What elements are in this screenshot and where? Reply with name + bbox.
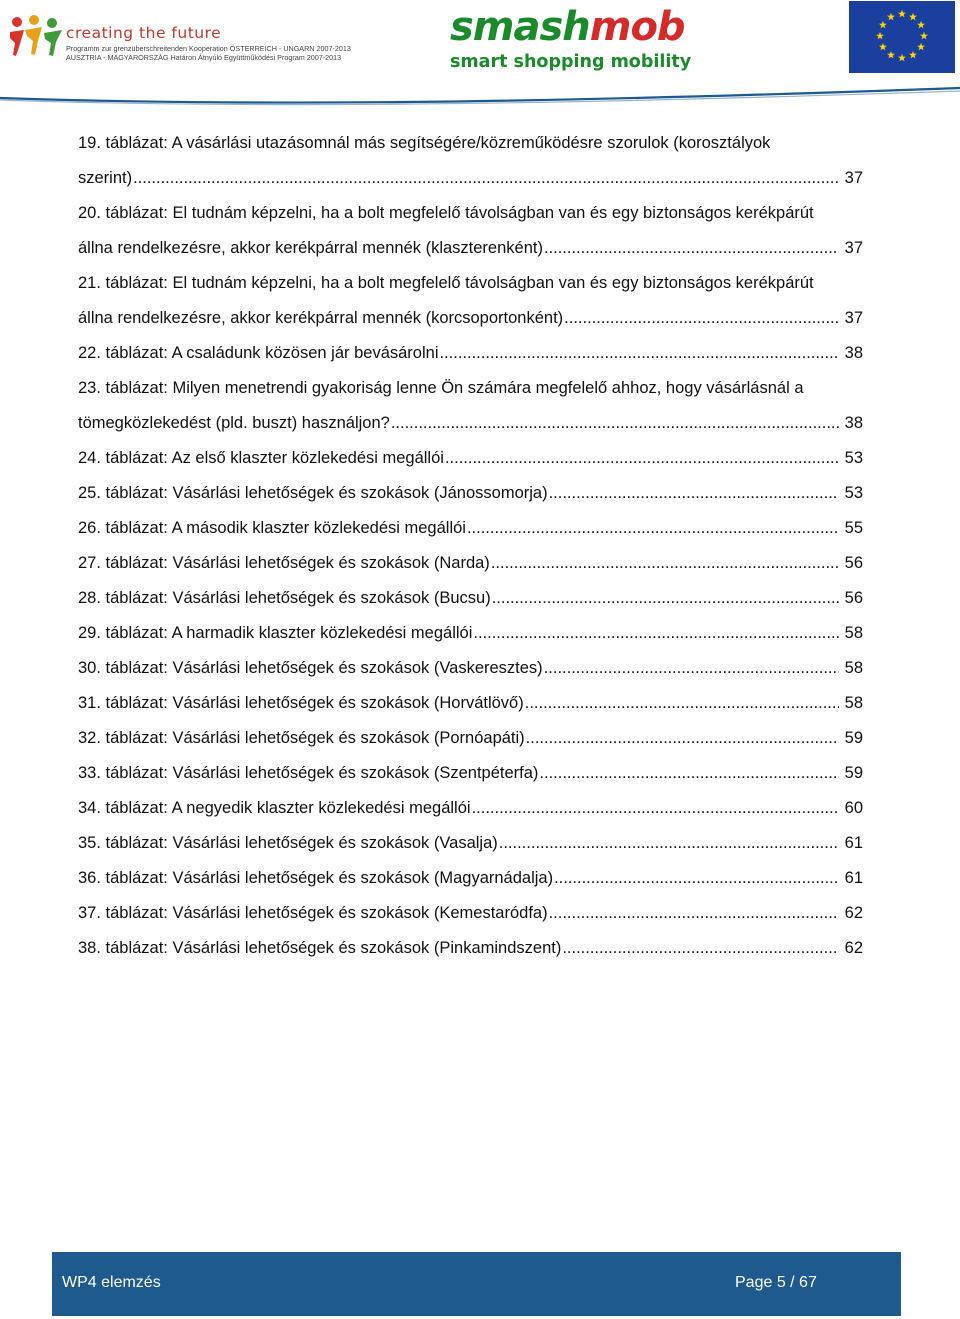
toc-page-number: 58 [844, 694, 863, 712]
page-header [0, 0, 960, 108]
toc-entry-text: 21. táblázat: El tudnám képzelni, ha a bolt megfelelő távolságban van és egy biztonságos kerékpárút [78, 274, 814, 292]
toc-entry[interactable] [78, 861, 863, 896]
toc-entry-text: 23. táblázat: Milyen menetrendi gyakoriság lenne Ön számára megfelelő ahhoz, hogy vásárlásnál a [78, 379, 804, 397]
toc-entry-text: 25. táblázat: Vásárlási lehetőségek és szokások (Jánossomorja) [78, 484, 548, 502]
toc-entry-text: 22. táblázat: A családunk közösen jár bevásárolni [78, 344, 439, 362]
toc-entry-line [78, 476, 863, 511]
ctf-subtitle-line-2: AUSZTRIA - MAGYARORSZÁG Határon Átnyúló Együttműködési Program 2007-2013 [66, 53, 342, 62]
page-footer [52, 1252, 901, 1316]
toc-entry-text: 20. táblázat: El tudnám képzelni, ha a bolt megfelelő távolságban van és egy biztonságos kerékpárút [78, 204, 814, 222]
mob-word: mob [589, 4, 685, 50]
toc-page-number: 53 [844, 449, 863, 467]
ctf-title: creating the future [66, 24, 222, 42]
creating-the-future-logo [8, 14, 351, 64]
header-swoosh-line [0, 84, 960, 108]
toc-entry-text: 28. táblázat: Vásárlási lehetőségek és szokások (Bucsu) [78, 589, 491, 607]
toc-dot-leader [564, 301, 838, 336]
smashmob-tagline: smart shopping mobility [450, 52, 692, 72]
toc-dot-leader [439, 336, 838, 371]
toc-entry-text: 29. táblázat: A harmadik klaszter közlekedési megállói [78, 624, 473, 642]
toc-entry-line [78, 686, 863, 721]
toc-entry-line [78, 721, 863, 756]
toc-entry-line [78, 581, 863, 616]
toc-dot-leader [554, 861, 839, 896]
toc-entry[interactable] [78, 441, 863, 476]
toc-entry-line [78, 301, 863, 336]
toc-dot-leader [549, 896, 839, 931]
toc-entry-line [78, 511, 863, 546]
toc-entry[interactable] [78, 896, 863, 931]
toc-entry-text: állna rendelkezésre, akkor kerékpárral mennék (klaszterenként) [78, 239, 543, 257]
toc-entry-text: 33. táblázat: Vásárlási lehetőségek és szokások (Szentpéterfa) [78, 764, 539, 782]
toc-page-number: 38 [844, 344, 863, 362]
smash-word: smash [450, 4, 590, 50]
toc-entry-line [78, 861, 863, 896]
toc-entry[interactable] [78, 476, 863, 511]
toc-page-number: 56 [844, 589, 863, 607]
toc-entry-line [78, 126, 863, 161]
toc-entry[interactable] [78, 196, 863, 266]
toc-dot-leader [499, 826, 839, 861]
toc-dot-leader [467, 511, 839, 546]
toc-entry-text: 36. táblázat: Vásárlási lehetőségek és szokások (Magyarnádalja) [78, 869, 554, 887]
toc-entry[interactable] [78, 371, 863, 441]
toc-entry-text: 30. táblázat: Vásárlási lehetőségek és szokások (Vaskeresztes) [78, 659, 543, 677]
toc-entry-line [78, 441, 863, 476]
toc-entry-text: 35. táblázat: Vásárlási lehetőségek és szokások (Vasalja) [78, 834, 498, 852]
toc-entry-line [78, 266, 863, 301]
toc-page-number: 61 [844, 869, 863, 887]
toc-entry[interactable] [78, 511, 863, 546]
toc-dot-leader [526, 721, 839, 756]
toc-dot-leader [133, 161, 839, 196]
toc-entry-line [78, 546, 863, 581]
toc-entry-line [78, 161, 863, 196]
toc-entry-text: 19. táblázat: A vásárlási utazásomnál más segítségére/közreműködésre szorulok (korosztályok [78, 134, 771, 152]
toc-dot-leader [539, 756, 838, 791]
toc-entry[interactable] [78, 931, 863, 966]
smashmob-wordmark [450, 4, 685, 50]
toc-page-number: 58 [844, 624, 863, 642]
footer-document-name: WP4 elemzés [62, 1274, 161, 1291]
toc-entry[interactable] [78, 651, 863, 686]
toc-entry[interactable] [78, 721, 863, 756]
toc-page-number: 59 [844, 764, 863, 782]
toc-entry-line [78, 756, 863, 791]
eu-flag-icon [849, 1, 955, 73]
toc-entry[interactable] [78, 686, 863, 721]
toc-entry-line [78, 616, 863, 651]
toc-entry-line [78, 931, 863, 966]
toc-entry[interactable] [78, 756, 863, 791]
toc-page-number: 53 [844, 484, 863, 502]
toc-page-number: 62 [844, 939, 863, 957]
table-of-contents [78, 126, 863, 966]
toc-entry-line [78, 196, 863, 231]
toc-entry-text: szerint) [78, 169, 133, 187]
ctf-subtitle-line-1: Programm zur grenzüberschreitenden Kooperation ÖSTERREICH - UNGARN 2007-2013 [66, 44, 351, 53]
smashmob-logo [448, 4, 692, 76]
toc-entry-text: állna rendelkezésre, akkor kerékpárral mennék (korcsoportonként) [78, 309, 564, 327]
toc-page-number: 37 [844, 169, 863, 187]
toc-page-number: 60 [844, 799, 863, 817]
toc-page-number: 38 [844, 414, 863, 432]
toc-entry-text: 26. táblázat: A második klaszter közlekedési megállói [78, 519, 466, 537]
toc-dot-leader [525, 686, 839, 721]
toc-entry-text: 37. táblázat: Vásárlási lehetőségek és szokások (Kemestaródfa) [78, 904, 548, 922]
toc-entry-text: 24. táblázat: Az első klaszter közlekedési megállói [78, 449, 444, 467]
toc-entry-line [78, 791, 863, 826]
toc-dot-leader [544, 651, 839, 686]
toc-page-number: 37 [844, 239, 863, 257]
people-figures-icon [8, 14, 66, 58]
toc-entry-text: 32. táblázat: Vásárlási lehetőségek és szokások (Pornóapáti) [78, 729, 525, 747]
toc-entry-text: 38. táblázat: Vásárlási lehetőségek és szokások (Pinkamindszent) [78, 939, 562, 957]
toc-entry-line [78, 826, 863, 861]
toc-entry-line [78, 371, 863, 406]
toc-page-number: 62 [844, 904, 863, 922]
toc-dot-leader [391, 406, 839, 441]
toc-entry-line [78, 406, 863, 441]
toc-entry[interactable] [78, 546, 863, 581]
toc-entry-text: 31. táblázat: Vásárlási lehetőségek és szokások (Horvátlövő) [78, 694, 524, 712]
toc-entry[interactable] [78, 336, 863, 371]
toc-dot-leader [492, 581, 839, 616]
toc-entry[interactable] [78, 266, 863, 336]
toc-page-number: 59 [844, 729, 863, 747]
toc-page-number: 58 [844, 659, 863, 677]
toc-dot-leader [549, 476, 839, 511]
toc-dot-leader [473, 616, 838, 651]
toc-page-number: 55 [844, 519, 863, 537]
toc-dot-leader [491, 546, 839, 581]
toc-dot-leader [445, 441, 839, 476]
toc-dot-leader [472, 791, 839, 826]
footer-page-number: Page 5 / 67 [735, 1274, 817, 1291]
toc-entry[interactable] [78, 616, 863, 651]
toc-dot-leader [544, 231, 839, 266]
toc-entry-text: tömegközlekedést (pld. buszt) használjon? [78, 414, 390, 432]
toc-entry[interactable] [78, 581, 863, 616]
toc-entry-line [78, 896, 863, 931]
toc-entry[interactable] [78, 126, 863, 196]
toc-entry-line [78, 231, 863, 266]
toc-entry[interactable] [78, 791, 863, 826]
toc-page-number: 61 [844, 834, 863, 852]
toc-entry-line [78, 336, 863, 371]
toc-entry-text: 27. táblázat: Vásárlási lehetőségek és szokások (Narda) [78, 554, 490, 572]
toc-page-number: 56 [844, 554, 863, 572]
toc-page-number: 37 [844, 309, 863, 327]
toc-entry-line [78, 651, 863, 686]
toc-entry-text: 34. táblázat: A negyedik klaszter közlekedési megállói [78, 799, 471, 817]
toc-dot-leader [562, 931, 838, 966]
toc-entry[interactable] [78, 826, 863, 861]
